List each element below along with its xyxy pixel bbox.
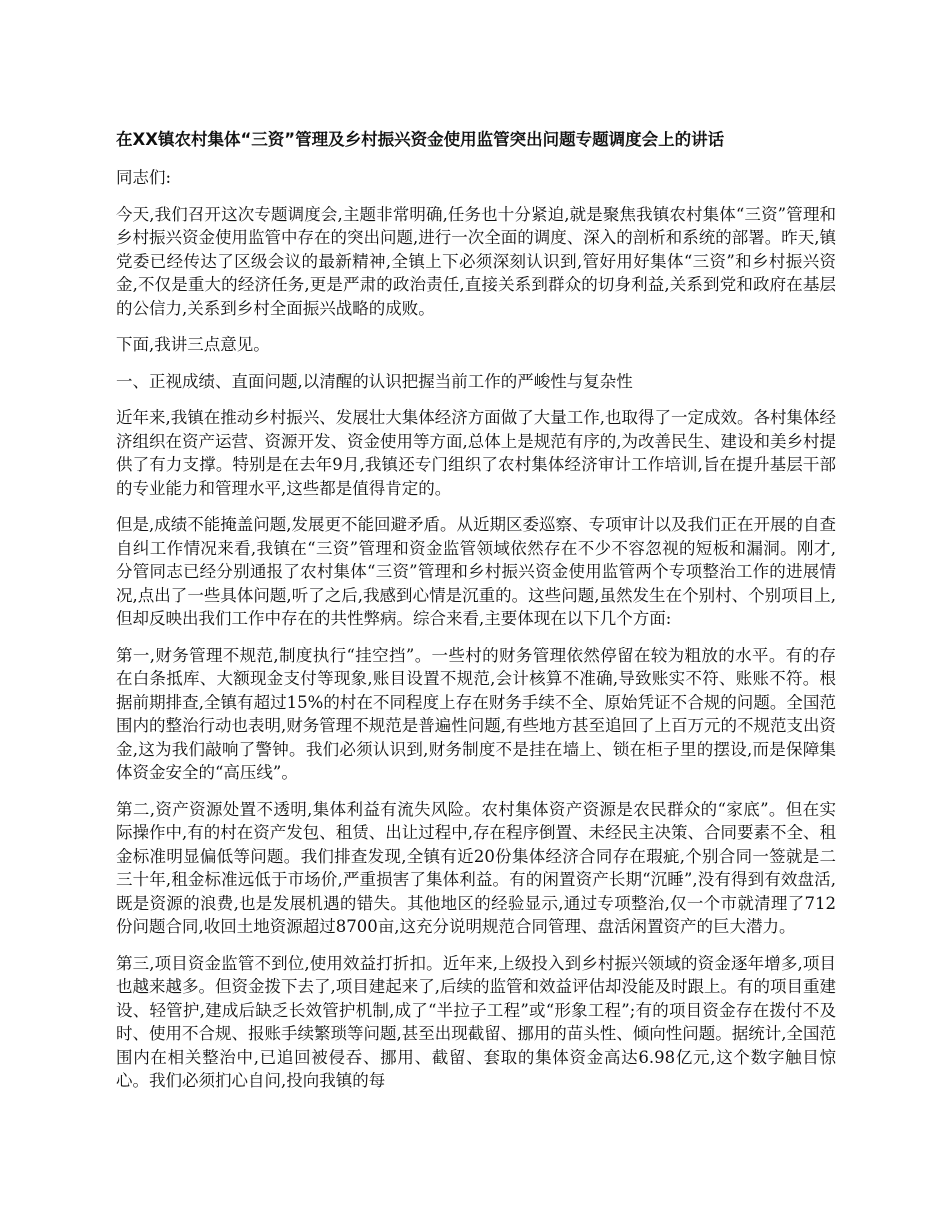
paragraph-point-1: 第一,财务管理不规范,制度执行“挂空挡”。一些村的财务管理依然停留在较为粗放的水平。有的存在白条抵库、大额现金支付等现象,账目设置不规范,会计核算不准确,导致账实不符、账账不符。根据前期排查,全镇有超过15%的村在不同程度上存在财务手续不全、原始凭证不合规的问题。全国范围内的整治行动也表明,财务管理不规范是普遍性问题,有些地方甚至追回了上百万元的不规范支出资金,这为我们敲响了警钟。我们必须认识到,财务制度不是挂在墙上、锁在柜子里的摆设,而是保障集体资金安全的“高压线”。 [116, 645, 836, 782]
greeting: 同志们: [116, 168, 172, 187]
paragraph-problems: 但是,成绩不能掩盖问题,发展更不能回避矛盾。从近期区委巡察、专项审计以及我们正在开展的自查自纠工作情况来看,我镇在“三资”管理和资金监管领域依然存在不少不容忽视的短板和漏洞。刚才,分管同志已经分别通报了农村集体“三资”管理和乡村振兴资金使用监管两个专项整治工作的进展情况,点出了一些具体问题,听了之后,我感到心情是沉重的。这些问题,虽然发生在个别村、个别项目上,但却反映出我们工作中存在的共性弊病。综合来看,主要体现在以下几个方面: [116, 515, 836, 628]
paragraph-three-points: 下面,我讲三点意见。 [116, 335, 270, 354]
paragraph-point-2: 第二,资产资源处置不透明,集体利益有流失风险。农村集体资产资源是农民群众的“家底”。但在实际操作中,有的村在资产发包、租赁、出让过程中,存在程序倒置、未经民主决策、合同要素不全、租金标准明显偏低等问题。我们排查发现,全镇有近20份集体经济合同存在瑕疵,个别合同一签就是二三十年,租金标准远低于市场价,严重损害了集体利益。有的闲置资产长期“沉睡”,没有得到有效盘活,既是资源的浪费,也是发展机遇的错失。其他地区的经验显示,通过专项整治,仅一个市就清理了712份问题合同,收回土地资源超过8700亩,这充分说明规范合同管理、盘活闲置资产的巨大潜力。 [116, 799, 836, 936]
document-title: 在XX镇农村集体“三资”管理及乡村振兴资金使用监管突出问题专题调度会上的讲话 [116, 130, 725, 149]
section-heading-1: 一、正视成绩、直面问题,以清醒的认识把握当前工作的严峻性与复杂性 [116, 371, 633, 391]
paragraph-point-3: 第三,项目资金监管不到位,使用效益打折扣。近年来,上级投入到乡村振兴领域的资金逐年增多,项目也越来越多。但资金拨下去了,项目建起来了,后续的监管和效益评估却没能及时跟上。有的项目重建设、轻管护,建成后缺乏长效管护机制,成了“半拉子工程”或“形象工程”;有的项目资金存在拨付不及时、使用不合规、报账手续繁琐等问题,甚至出现截留、挪用的苗头性、倾向性问题。据统计,全国范围内在相关整治中,已追回被侵吞、挪用、截留、套取的集体资金高达6.98亿元,这个数字触目惊心。我们必须扪心自问,投向我镇的每 [116, 953, 836, 1090]
paragraph-achievements: 近年来,我镇在推动乡村振兴、发展壮大集体经济方面做了大量工作,也取得了一定成效。各村集体经济组织在资产运营、资源开发、资金使用等方面,总体上是规范有序的,为改善民生、建设和美乡村提供了有力支撑。特别是在去年9月,我镇还专门组织了农村集体经济审计工作培训,旨在提升基层干部的专业能力和管理水平,这些都是值得肯定的。 [116, 408, 836, 498]
document-body [116, 128, 836, 1106]
paragraph-opening: 今天,我们召开这次专题调度会,主题非常明确,任务也十分紧迫,就是聚焦我镇农村集体“三资”管理和乡村振兴资金使用监管中存在的突出问题,进行一次全面的调度、深入的剖析和系统的部署。昨天,镇党委已经传达了区级会议的最新精神,全镇上下必须深刻认识到,管好用好集体“三资”和乡村振兴资金,不仅是重大的经济任务,更是严肃的政治责任,直接关系到群众的切身利益,关系到党和政府在基层的公信力,关系到乡村全面振兴战略的成败。 [116, 204, 836, 318]
